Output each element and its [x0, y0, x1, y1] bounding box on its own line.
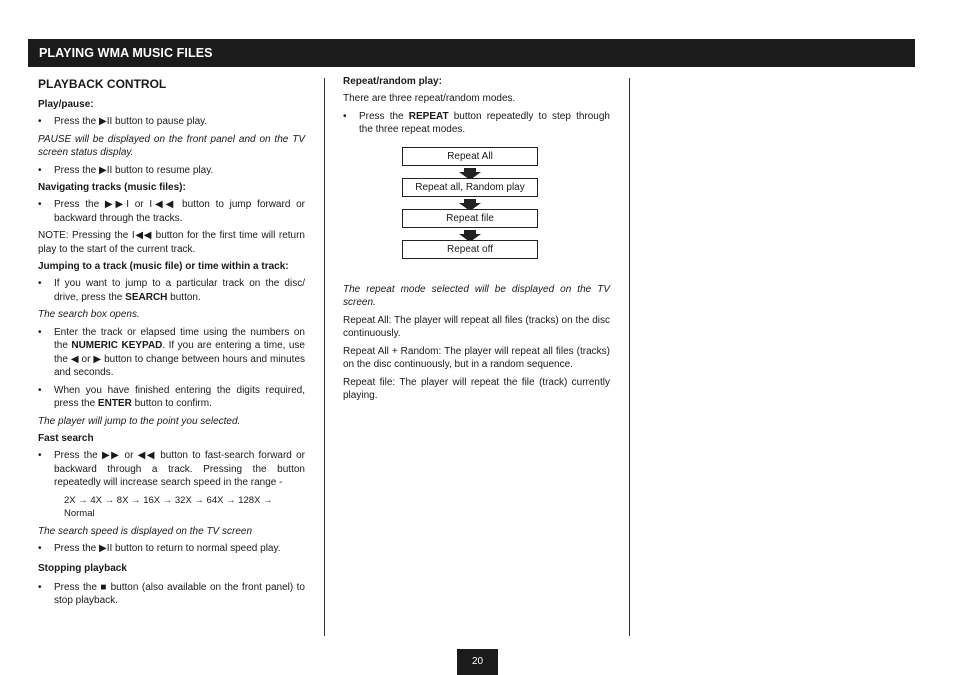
navigating-heading: Navigating tracks (music files): [38, 182, 186, 193]
previous-track-icon: I◀◀ [149, 199, 177, 210]
flow-box-repeat-file: Repeat file [402, 209, 538, 228]
bullet-dot: • [343, 110, 347, 122]
bullet-dot: • [38, 326, 42, 338]
bullet-dot: • [38, 164, 42, 176]
flow-box-repeat-off: Repeat off [402, 240, 538, 259]
repeat-all-random-description: Repeat All + Random: The player will repeat all files (tracks) on the disc continuously, but in a random sequence. [343, 345, 610, 370]
section-header-bar [28, 39, 915, 67]
list-item: • Press the ▶II button to pause play. [38, 116, 208, 127]
flow-box-repeat-all-random: Repeat all, Random play [402, 178, 538, 197]
play-pause-icon: ▶II [99, 164, 113, 176]
play-pause-heading: Play/pause: [38, 99, 94, 110]
jump-note: The player will jump to the point you selected. [38, 415, 241, 427]
bullet-dot: • [38, 581, 42, 593]
column-divider [324, 78, 325, 636]
list-item: • Press the REPEAT button repeatedly to step through the three repeat modes. [343, 110, 610, 135]
pause-note: PAUSE will be displayed on the front panel and on the TV screen status display. [38, 133, 305, 158]
bullet-dot: • [38, 278, 42, 289]
list-item: • If you want to jump to a particular track on the disc/ drive, press the SEARCH button. [38, 278, 305, 303]
list-item: • Press the ▶▶ or ◀◀ button to fast-search forward or backward through a track. Pressing the button repeatedly will increase search speed in the range - [38, 450, 305, 488]
fast-forward-icon: ▶▶ [101, 450, 121, 461]
fast-search-heading: Fast search [38, 433, 94, 444]
list-item: • Enter the track or elapsed time using the numbers on the NUMERIC KEYPAD. If you are entering a time, use the ◀ or ▶ button to change between hours and minutes and seconds. [38, 326, 306, 378]
bullet-dot: • [38, 384, 42, 396]
search-speed-note: The search speed is displayed on the TV screen [38, 525, 253, 537]
playback-control-title: PLAYBACK CONTROL [38, 77, 167, 91]
bullet-dot: • [38, 450, 42, 461]
list-item: • Press the ■ button (also available on the front panel) to stop playback. [38, 581, 305, 606]
repeat-all-description: Repeat All: The player will repeat all files (tracks) on the disc continuously. [343, 314, 610, 339]
bullet-dot: • [38, 199, 42, 210]
stop-icon: ■ [100, 581, 108, 593]
previous-track-icon: I◀◀ [131, 230, 153, 241]
repeat-mode-note: The repeat mode selected will be displayed on the TV screen. [343, 283, 610, 308]
bullet-dot: • [38, 116, 42, 127]
page-number: 20 [457, 649, 498, 675]
repeat-file-description: Repeat file: The player will repeat the file (track) currently playing. [343, 376, 610, 401]
play-pause-icon: ▶II [99, 116, 113, 127]
flow-box-repeat-all: Repeat All [402, 147, 538, 166]
jumping-heading: Jumping to a track (music file) or time within a track: [38, 261, 289, 272]
next-track-icon: ▶▶I [104, 199, 129, 210]
search-speed-sequence: 2X → 4X → 8X → 16X → 32X → 64X → 128X → Normal [64, 494, 273, 519]
right-arrow-icon: ▶ [93, 353, 102, 365]
repeat-random-heading: Repeat/random play: [343, 76, 442, 87]
navigating-note: NOTE: Pressing the I◀◀ button for the first time will return play to the start of the current track. [38, 230, 305, 255]
rewind-icon: ◀◀ [137, 450, 156, 461]
left-column [38, 75, 305, 612]
middle-column [343, 75, 610, 407]
list-item: • Press the ▶II button to resume play. [38, 164, 214, 176]
section-header-title: PLAYING WMA MUSIC FILES [39, 46, 213, 60]
stopping-heading: Stopping playback [38, 562, 127, 574]
repeat-mode-flowchart [343, 147, 610, 275]
search-box-note: The search box opens. [38, 309, 140, 320]
play-pause-icon: ▶II [99, 543, 113, 554]
repeat-intro: There are three repeat/random modes. [343, 93, 516, 104]
list-item: • Press the ▶II button to return to normal speed play. [38, 543, 281, 554]
list-item: • Press the ▶▶I or I◀◀ button to jump forward or backward through the tracks. [38, 199, 305, 224]
bullet-dot: • [38, 543, 42, 554]
column-divider [629, 78, 630, 636]
list-item: • When you have finished entering the digits required, press the ENTER button to confirm. [38, 384, 305, 409]
left-arrow-icon: ◀ [70, 353, 79, 365]
